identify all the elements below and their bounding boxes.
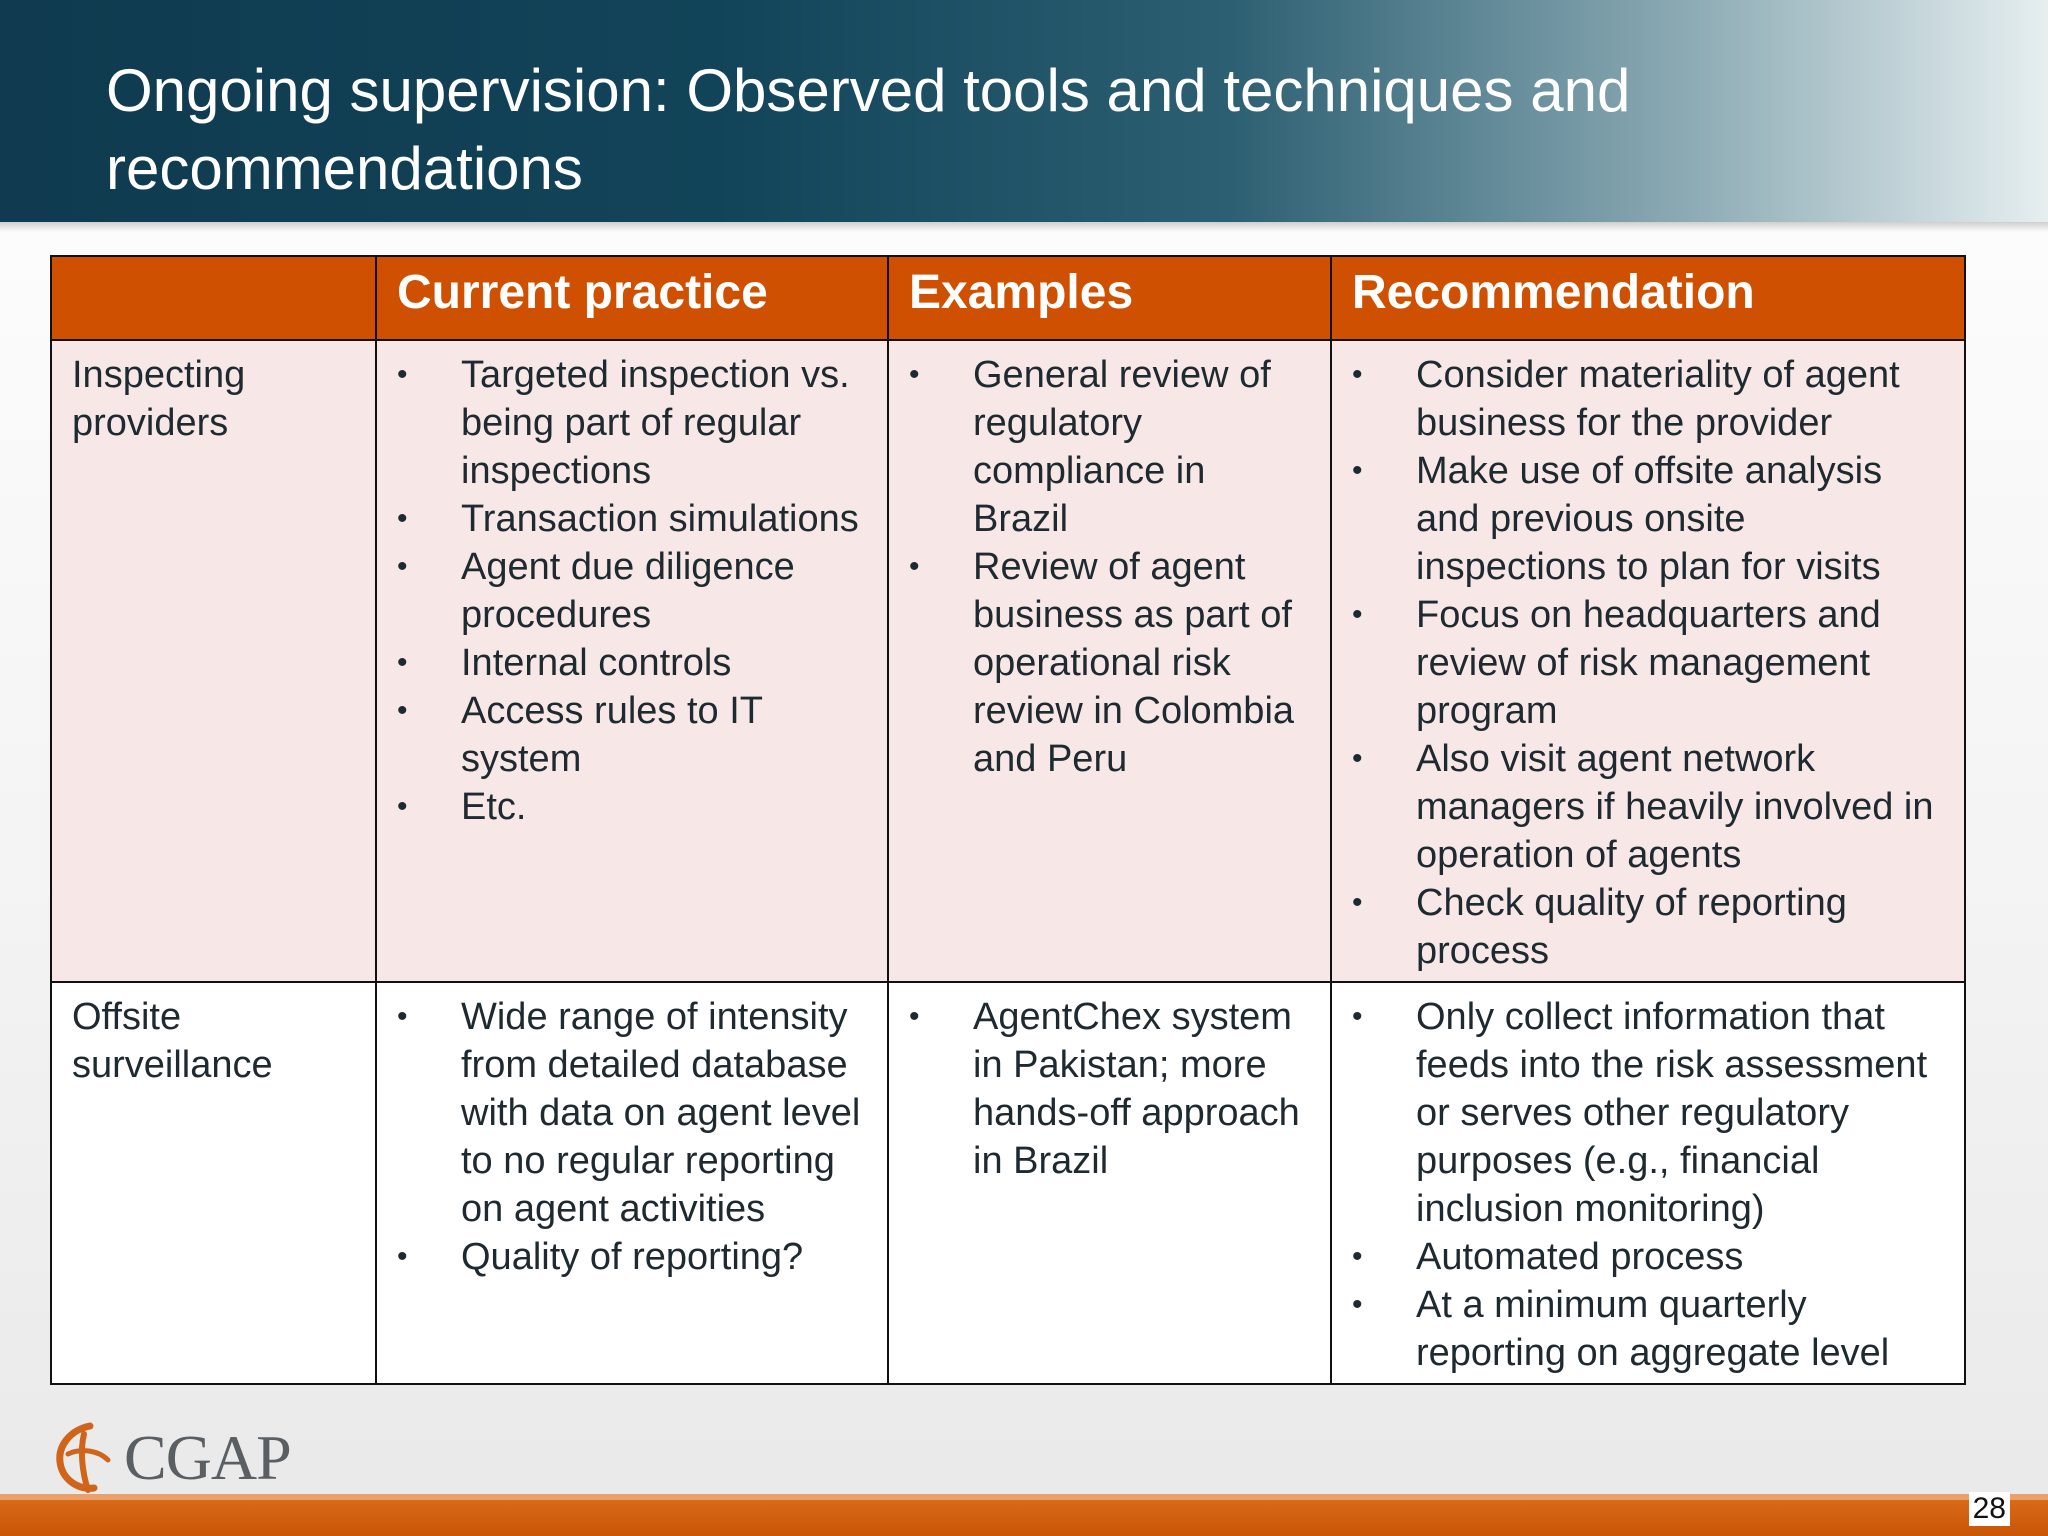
cell-examples (888, 340, 1331, 982)
list-item: • Automated process (1352, 1233, 1944, 1281)
cell-current-practice (376, 982, 888, 1384)
row-label-line: Offsite (72, 996, 182, 1038)
cell-recommendation (1331, 340, 1965, 982)
row-label-line: Inspecting (72, 354, 246, 396)
bullet-list (909, 993, 1310, 1185)
row-label-line: surveillance (72, 1044, 273, 1086)
bullet-list (397, 993, 867, 1281)
list-item: • Focus on headquarters and review of risk management program (1352, 591, 1944, 735)
row-label-offsite (51, 982, 376, 1384)
list-item: • Targeted inspection vs. being part of regular inspections (397, 351, 867, 495)
logo-text: CGAP (124, 1422, 291, 1493)
row-label-line: providers (72, 402, 229, 444)
table-row-offsite (51, 982, 1965, 1384)
bullet-list (1352, 351, 1944, 975)
table-row-inspecting (51, 340, 1965, 982)
cell-recommendation (1331, 982, 1965, 1384)
list-item: • Make use of offsite analysis and previous onsite inspections to plan for visits (1352, 447, 1944, 591)
slide-title (106, 52, 1906, 208)
list-item: • Also visit agent network managers if heavily involved in operation of agents (1352, 735, 1944, 879)
list-item: • AgentChex system in Pakistan; more hands-off approach in Brazil (909, 993, 1310, 1185)
list-item: • Check quality of reporting process (1352, 879, 1944, 975)
cell-current-practice (376, 340, 888, 982)
cgap-swirl-icon (50, 1420, 120, 1496)
list-item: • At a minimum quarterly reporting on aggregate level (1352, 1281, 1944, 1377)
list-item: • Agent due diligence procedures (397, 543, 867, 639)
list-item: • Access rules to IT system (397, 687, 867, 783)
page-number: 28 (1969, 1492, 2010, 1526)
header-empty (51, 256, 376, 340)
list-item: • Internal controls (397, 639, 867, 687)
header-recommendation: Recommendation (1331, 256, 1965, 340)
supervision-table (50, 255, 1966, 1385)
list-item: • Review of agent business as part of operational risk review in Colombia and Peru (909, 543, 1310, 783)
bullet-list (909, 351, 1310, 783)
bullet-list (397, 351, 867, 831)
footer-bar (0, 1500, 2048, 1536)
cell-examples (888, 982, 1331, 1384)
row-label-inspecting (51, 340, 376, 982)
bullet-list (1352, 993, 1944, 1377)
header-examples: Examples (888, 256, 1331, 340)
header-current-practice: Current practice (376, 256, 888, 340)
table-header-row (51, 256, 1965, 340)
list-item: • Quality of reporting? (397, 1233, 867, 1281)
list-item: • Transaction simulations (397, 495, 867, 543)
list-item: • Only collect information that feeds into the risk assessment or serves other regulatory purposes (e.g., financial inclusion monitoring) (1352, 993, 1944, 1233)
cgap-logo (50, 1418, 291, 1498)
list-item: • Wide range of intensity from detailed database with data on agent level to no regular reporting on agent activities (397, 993, 867, 1233)
list-item: • Consider materiality of agent business for the provider (1352, 351, 1944, 447)
header-shadow (0, 222, 2048, 232)
list-item: • Etc. (397, 783, 867, 831)
title-line-1: Ongoing supervision: Observed tools and techniques and (106, 57, 1631, 124)
title-line-2: recommendations (106, 135, 583, 202)
list-item: • General review of regulatory compliance in Brazil (909, 351, 1310, 543)
